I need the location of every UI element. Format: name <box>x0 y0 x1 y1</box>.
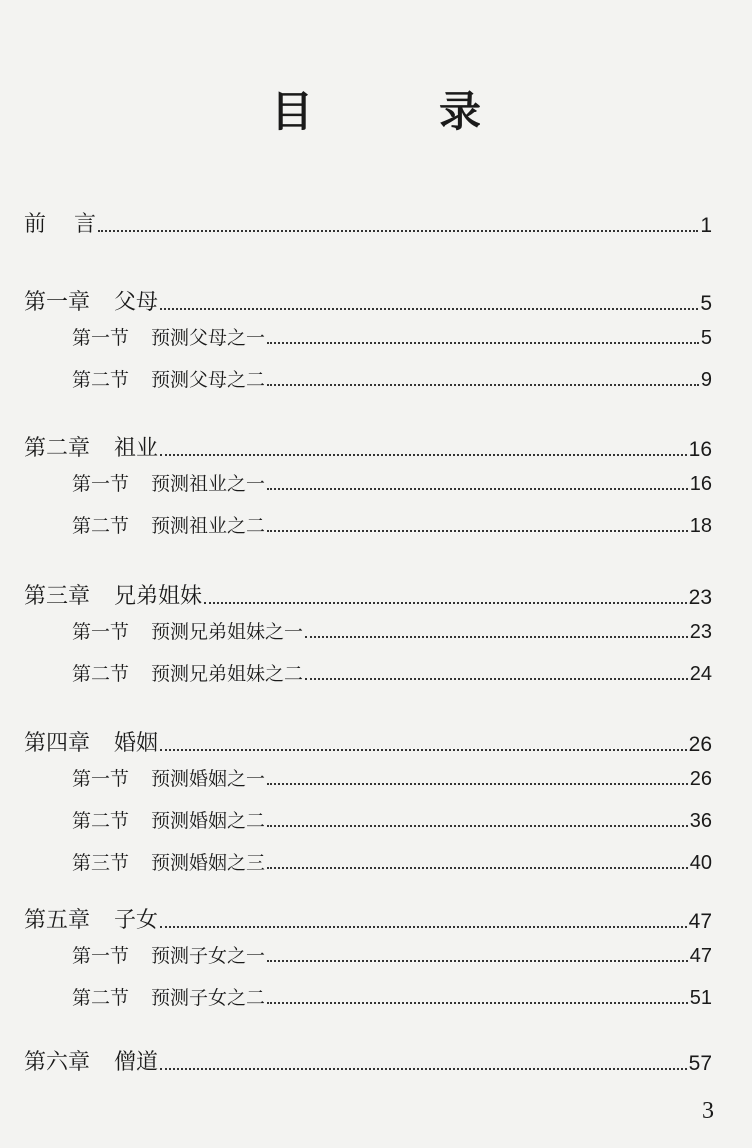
section-number: 第二节 <box>72 810 130 832</box>
section-number: 第一节 <box>72 945 130 967</box>
toc-page-number: 23 <box>688 586 712 609</box>
section-number: 第二节 <box>72 369 130 391</box>
toc-page-number: 26 <box>689 768 712 790</box>
dot-leader <box>267 960 688 962</box>
toc-entry-chapter <box>24 432 712 462</box>
toc-page-number: 5 <box>700 292 712 315</box>
toc-entry-chapter <box>24 286 712 316</box>
dot-leader <box>305 636 688 638</box>
section-number: 第二节 <box>72 663 130 685</box>
dot-leader <box>267 488 688 490</box>
chapter-title: 子女 <box>114 908 159 933</box>
dot-leader <box>160 926 687 928</box>
dot-leader <box>267 384 699 386</box>
section-number: 第二节 <box>72 987 130 1009</box>
section-number: 第一节 <box>72 473 130 495</box>
section-number: 第三节 <box>72 852 130 874</box>
toc-entry-preface <box>24 208 712 238</box>
section-title: 预测婚姻之一 <box>151 768 266 790</box>
toc-entry-section <box>72 656 712 686</box>
section-title: 预测祖业之一 <box>151 473 266 495</box>
chapter-number: 第四章 <box>24 731 91 756</box>
chapter-number: 第一章 <box>24 290 91 315</box>
toc-entry-section <box>72 980 712 1010</box>
chapter-title: 僧道 <box>114 1050 159 1075</box>
toc-page-number: 18 <box>689 515 712 537</box>
chapter-number: 第二章 <box>24 436 91 461</box>
dot-leader <box>305 678 688 680</box>
toc-page-number: 16 <box>689 473 712 495</box>
chapter-number: 第三章 <box>24 584 91 609</box>
toc-page-number: 24 <box>689 663 712 685</box>
chapter-title: 祖业 <box>114 436 159 461</box>
toc-entry-section <box>72 803 712 833</box>
chapter-number: 第六章 <box>24 1050 91 1075</box>
chapter-title: 父母 <box>114 290 159 315</box>
section-title: 预测子女之二 <box>151 987 266 1009</box>
dot-leader <box>267 1002 688 1004</box>
section-title: 预测父母之二 <box>151 369 266 391</box>
toc-page-number: 1 <box>700 214 712 237</box>
page-number: 3 <box>702 1098 714 1124</box>
dot-leader <box>267 783 688 785</box>
toc-entry-section <box>72 614 712 644</box>
dot-leader <box>267 867 688 869</box>
toc-entry-chapter <box>24 1046 712 1076</box>
toc-page-number: 5 <box>700 327 712 349</box>
section-title: 预测子女之一 <box>151 945 266 967</box>
toc-entry-section <box>72 938 712 968</box>
dot-leader <box>267 530 688 532</box>
toc-page-number: 47 <box>688 910 712 933</box>
section-number: 第一节 <box>72 327 130 349</box>
section-number: 第一节 <box>72 768 130 790</box>
section-title: 预测兄弟姐妹之一 <box>151 621 304 643</box>
dot-leader <box>204 602 687 604</box>
toc-page-number: 9 <box>700 369 712 391</box>
page-title: 目 录 <box>270 87 523 136</box>
toc-entry-title: 前言 <box>24 212 125 237</box>
toc-entry-section <box>72 761 712 791</box>
toc-entry-chapter <box>24 727 712 757</box>
section-title: 预测婚姻之二 <box>151 810 266 832</box>
toc-entry-chapter <box>24 580 712 610</box>
toc-entry-section <box>72 845 712 875</box>
dot-leader <box>98 230 698 232</box>
toc-entry-chapter <box>24 904 712 934</box>
toc-page-number: 40 <box>689 852 712 874</box>
toc-page-number: 16 <box>688 438 712 461</box>
toc-entry-section <box>72 466 712 496</box>
toc-page-number: 57 <box>688 1052 712 1075</box>
dot-leader <box>160 749 687 751</box>
toc-entry-section <box>72 508 712 538</box>
dot-leader <box>160 454 687 456</box>
dot-leader <box>160 1068 687 1070</box>
toc-page-number: 26 <box>688 733 712 756</box>
chapter-number: 第五章 <box>24 908 91 933</box>
section-title: 预测婚姻之三 <box>151 852 266 874</box>
toc-entry-section <box>72 320 712 350</box>
dot-leader <box>267 342 699 344</box>
section-title: 预测父母之一 <box>151 327 266 349</box>
section-title: 预测祖业之二 <box>151 515 266 537</box>
toc-page-number: 36 <box>689 810 712 832</box>
chapter-title: 兄弟姐妹 <box>114 584 203 609</box>
dot-leader <box>160 308 698 310</box>
toc-entry-section <box>72 362 712 392</box>
section-title: 预测兄弟姐妹之二 <box>151 663 304 685</box>
section-number: 第二节 <box>72 515 130 537</box>
section-number: 第一节 <box>72 621 130 643</box>
chapter-title: 婚姻 <box>114 731 159 756</box>
toc-page-number: 23 <box>689 621 712 643</box>
dot-leader <box>267 825 688 827</box>
toc-page-number: 47 <box>689 945 712 967</box>
toc-page-number: 51 <box>689 987 712 1009</box>
